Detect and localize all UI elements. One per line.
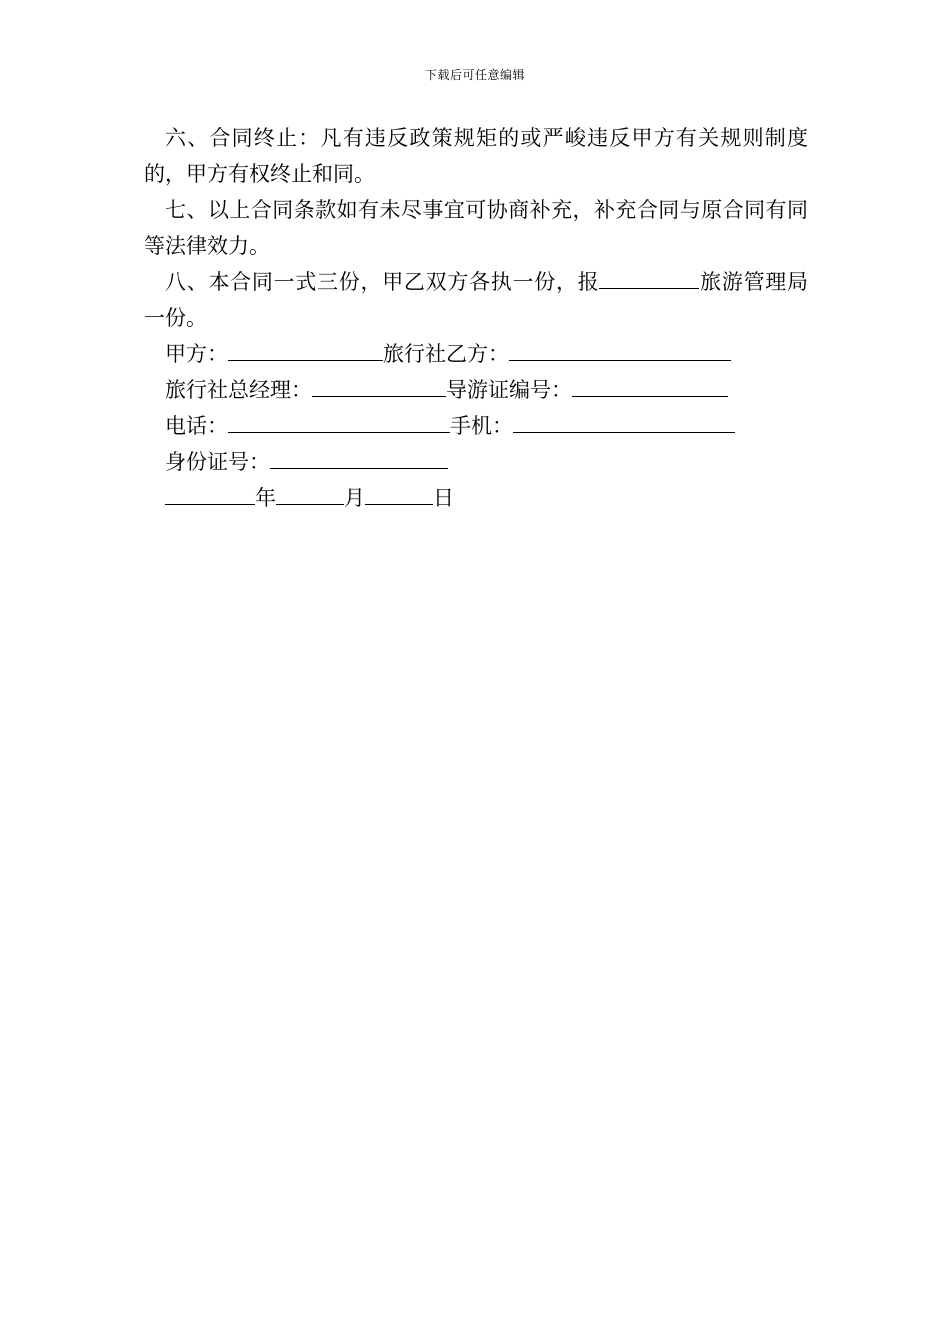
- guide-id-label: 导游证编号：: [446, 378, 572, 402]
- party-a-blank[interactable]: [228, 336, 383, 361]
- year-label: 年: [255, 486, 276, 510]
- manager-label: 旅行社总经理：: [165, 378, 312, 402]
- month-label: 月: [344, 486, 365, 510]
- clause-seven: 七、以上合同条款如有未尽事宜可协商补充，补充合同与原合同有同等法律效力。: [144, 198, 808, 258]
- id-card-blank[interactable]: [270, 444, 448, 469]
- tourism-bureau-blank[interactable]: [599, 264, 699, 289]
- clause-eight-text-after: 旅游管理局一份。: [144, 270, 809, 330]
- party-line: [144, 336, 808, 372]
- document-body: [144, 120, 808, 516]
- guide-id-blank[interactable]: [572, 372, 728, 397]
- clause-six: 六、合同终止：凡有违反政策规矩的或严峻违反甲方有关规则制度的，甲方有权终止和同。: [144, 126, 808, 186]
- clause-eight: [144, 264, 808, 336]
- day-blank[interactable]: [365, 480, 433, 505]
- id-card-line: [144, 444, 808, 480]
- party-b-label: 旅行社乙方：: [383, 342, 509, 366]
- mobile-blank[interactable]: [513, 408, 735, 433]
- manager-line: [144, 372, 808, 408]
- day-label: 日: [433, 486, 454, 510]
- page-header: 下载后可任意编辑: [424, 68, 525, 82]
- date-line: [144, 480, 808, 516]
- month-blank[interactable]: [276, 480, 344, 505]
- phone-line: [144, 408, 808, 444]
- phone-label: 电话：: [165, 414, 228, 438]
- party-b-blank[interactable]: [509, 336, 731, 361]
- phone-blank[interactable]: [228, 408, 450, 433]
- mobile-label: 手机：: [450, 414, 513, 438]
- manager-blank[interactable]: [312, 372, 446, 397]
- year-blank[interactable]: [165, 480, 255, 505]
- clause-eight-text-before: 八、本合同一式三份，甲乙双方各执一份，报: [165, 270, 600, 294]
- id-card-label: 身份证号：: [165, 450, 270, 474]
- party-a-label: 甲方：: [165, 342, 228, 366]
